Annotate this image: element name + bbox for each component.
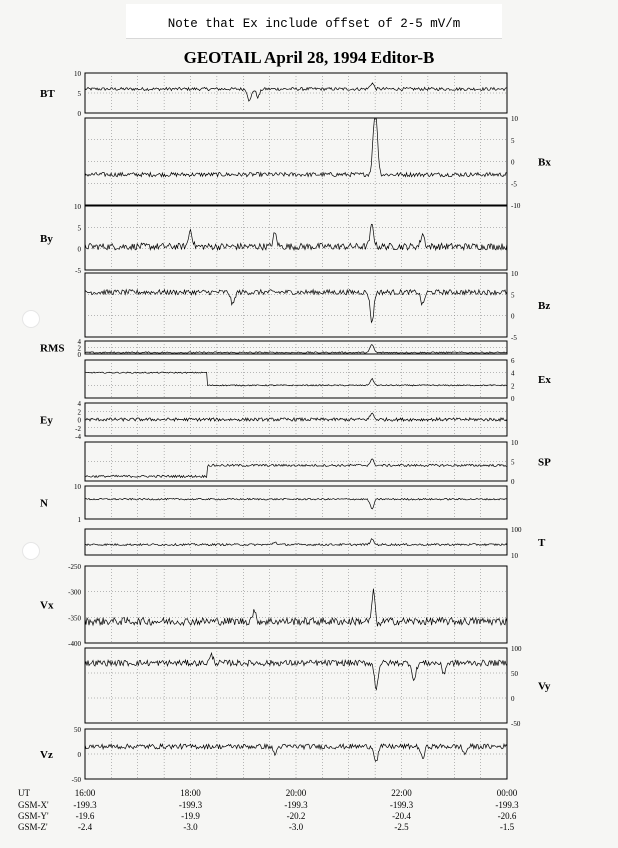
y-tick-label: 10 [511, 270, 518, 278]
panel-t [85, 526, 546, 560]
footer-value: -20.6 [497, 811, 517, 821]
y-tick-label: -350 [68, 614, 81, 623]
panel-vx [40, 563, 507, 648]
y-tick-label: -250 [68, 563, 81, 571]
y-tick-label: 2 [77, 408, 81, 417]
y-tick-label: -5 [511, 180, 517, 189]
panel-label: N [40, 497, 48, 510]
series-line-ey [85, 413, 507, 421]
footer-row-label: GSM-Y' [18, 811, 49, 821]
y-tick-label: -5 [511, 334, 517, 342]
series-line-rms [85, 345, 507, 353]
y-tick-label: -400 [68, 640, 81, 648]
y-tick-label: 10 [511, 552, 518, 560]
footer-value: -20.2 [286, 811, 306, 821]
y-tick-label: 10 [74, 70, 81, 78]
footer-value: -2.5 [394, 822, 409, 832]
y-tick-label: 50 [74, 726, 81, 734]
panel-label: Bx [538, 156, 551, 169]
y-tick-label: -300 [68, 588, 81, 597]
footer-value: -199.3 [284, 800, 308, 810]
footer-value: -2.4 [77, 822, 93, 832]
series-line-by [85, 224, 507, 250]
y-tick-label: 4 [511, 369, 515, 378]
panel-vz [40, 726, 507, 784]
panel-label: Ey [40, 414, 53, 427]
panel-label: Vx [40, 599, 54, 612]
footer-row-label: GSM-Z' [18, 822, 48, 832]
footer-value: -199.3 [178, 800, 203, 810]
panel-label: Ex [538, 374, 551, 386]
footer-value: 22:00 [391, 788, 412, 798]
y-tick-label: 5 [511, 136, 515, 145]
y-tick-label: 2 [77, 344, 81, 353]
panels-group [40, 70, 551, 784]
y-tick-label: 0 [77, 110, 81, 118]
y-tick-label: 100 [511, 526, 522, 534]
footer-value: -19.6 [75, 811, 95, 821]
panel-bt [40, 70, 507, 118]
y-tick-label: 0 [77, 751, 81, 759]
panel-label: Bz [538, 300, 551, 312]
panel-rms [40, 338, 507, 359]
panel-label: T [538, 537, 546, 549]
footer-value: -3.0 [288, 822, 304, 832]
footer-value: 00:00 [496, 788, 518, 798]
offset-note: Note that Ex include offset of 2-5 mV/m [126, 4, 502, 39]
footer-row-label: UT [18, 788, 30, 798]
y-tick-label: -50 [71, 776, 81, 784]
y-tick-label: 0 [511, 158, 515, 167]
y-tick-label: 0 [77, 351, 81, 359]
panel-label: RMS [40, 342, 65, 355]
panel-label: SP [538, 456, 551, 469]
panel-vy [85, 645, 551, 728]
y-tick-label: 0 [511, 312, 515, 321]
footer-table [18, 788, 519, 832]
y-tick-label: 50 [511, 670, 518, 678]
y-tick-label: 5 [511, 458, 515, 467]
panel-ex [85, 357, 551, 403]
y-tick-label: 0 [511, 478, 515, 486]
footer-value: 20:00 [285, 788, 307, 798]
y-tick-label: -2 [75, 424, 81, 433]
y-tick-label: 4 [77, 400, 81, 408]
panel-label: Vy [538, 680, 551, 693]
panel-label: By [40, 233, 53, 245]
y-tick-label: 5 [511, 291, 515, 300]
footer-value: 18:00 [180, 788, 201, 798]
panel-label: BT [40, 88, 55, 100]
y-tick-label: 4 [77, 338, 81, 346]
y-tick-label: 0 [511, 395, 515, 403]
series-line-vz [85, 744, 507, 761]
y-tick-label: 5 [77, 224, 81, 233]
panel-bx [85, 115, 551, 210]
footer-value: -19.9 [181, 811, 200, 821]
footer-value: -199.3 [495, 800, 519, 810]
panel-by [40, 203, 507, 275]
y-tick-label: 0 [77, 245, 81, 254]
panel-bz [85, 270, 550, 342]
y-tick-label: -10 [511, 202, 521, 210]
footer-row-label: GSM-X' [18, 800, 49, 810]
y-tick-label: -5 [75, 267, 81, 275]
panel-label: Vz [40, 749, 53, 761]
footer-value: -3.0 [183, 822, 198, 832]
panel-frame [85, 486, 507, 519]
footer-value: -199.3 [73, 800, 97, 810]
y-tick-label: 10 [74, 483, 81, 491]
y-tick-label: 1 [77, 516, 81, 524]
footer-value: 16:00 [74, 788, 96, 798]
y-tick-label: -4 [75, 433, 81, 441]
footer-value: -20.4 [392, 811, 411, 821]
y-tick-label: 100 [511, 645, 522, 653]
panel-ey [40, 400, 507, 441]
y-tick-label: 2 [511, 382, 515, 391]
footer-value: -1.5 [499, 822, 515, 832]
footer-value: -199.3 [389, 800, 414, 810]
chart-title: GEOTAIL April 28, 1994 Editor-B [183, 48, 435, 67]
y-tick-label: 10 [511, 115, 518, 123]
y-tick-label: 6 [511, 357, 515, 365]
y-tick-label: -50 [511, 720, 521, 728]
y-tick-label: 0 [511, 695, 515, 703]
panel-frame [85, 566, 507, 643]
y-tick-label: 10 [74, 203, 81, 211]
y-tick-label: 0 [77, 416, 81, 425]
y-tick-label: 5 [77, 90, 81, 98]
panel-n [40, 483, 507, 524]
panel-sp [85, 439, 551, 486]
y-tick-label: 10 [511, 439, 518, 447]
